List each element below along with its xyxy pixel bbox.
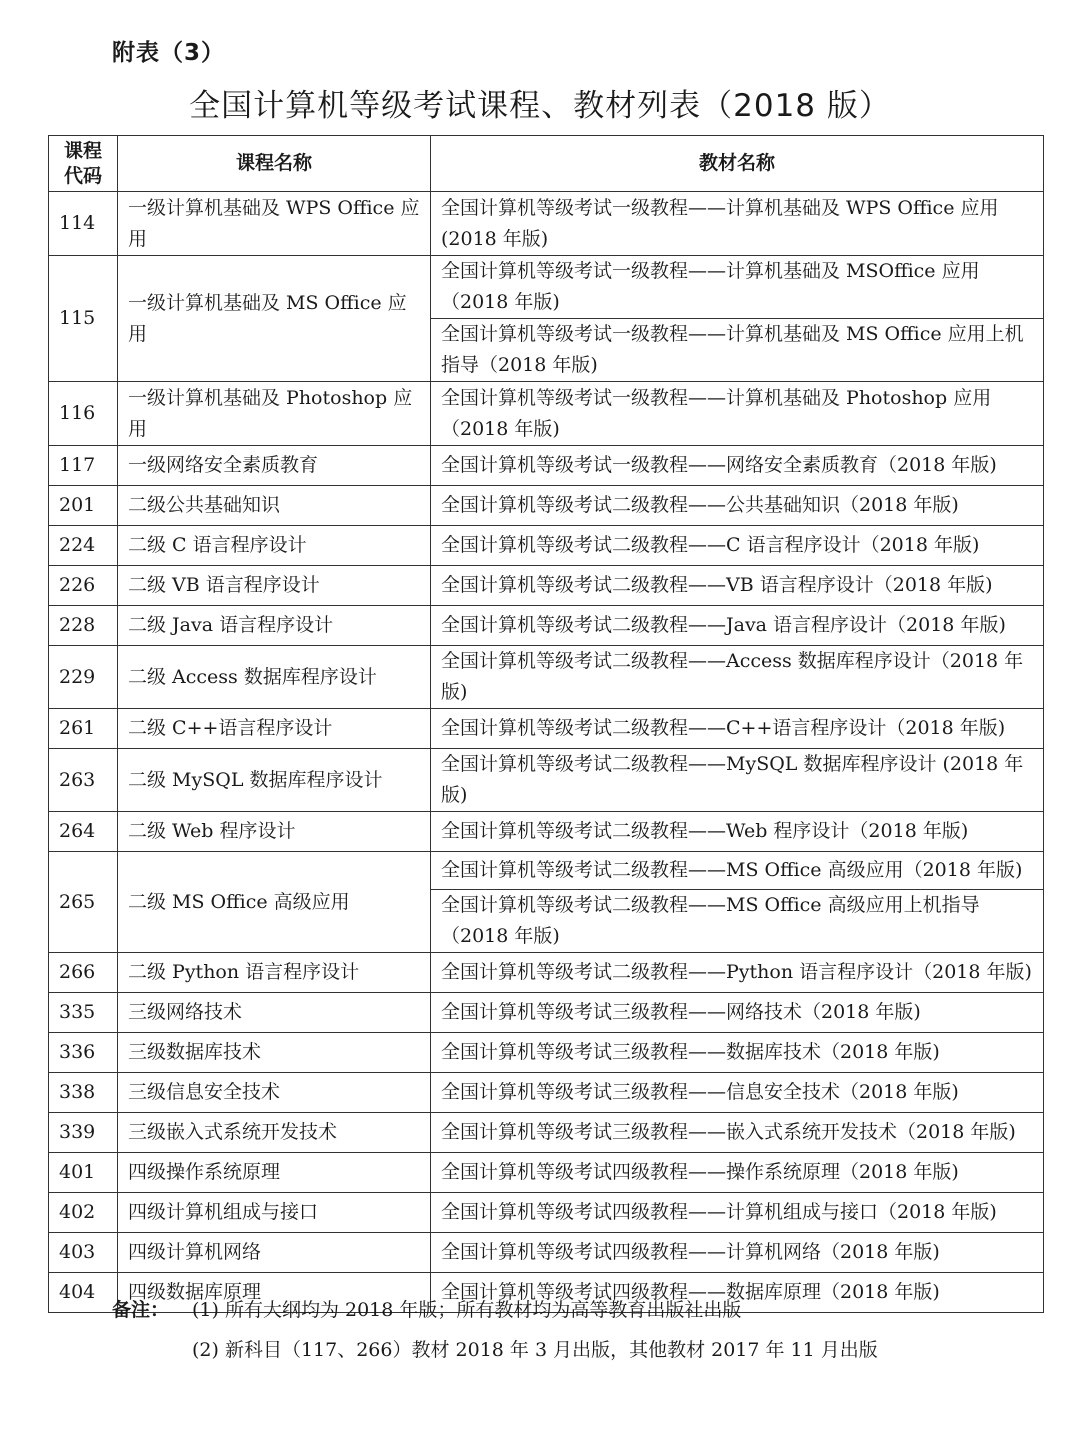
course-name-cell: 二级 Web 程序设计 (118, 812, 431, 852)
table-row (49, 446, 1044, 486)
course-code-cell: 335 (49, 993, 118, 1033)
notes-label: 备注： (112, 1299, 170, 1321)
table-row (49, 192, 1044, 256)
course-name-cell: 二级 Access 数据库程序设计 (118, 646, 431, 709)
table-row (49, 749, 1044, 812)
course-code-cell: 265 (49, 852, 118, 953)
table-row (49, 486, 1044, 526)
course-code-cell: 117 (49, 446, 118, 486)
course-code-cell: 116 (49, 382, 118, 446)
course-code-cell: 114 (49, 192, 118, 256)
course-name-cell: 一级计算机基础及 MS Office 应用 (118, 256, 431, 382)
textbook-name-cell: 全国计算机等级考试四级教程——计算机组成与接口（2018 年版) (431, 1193, 1044, 1233)
note-line-1 (112, 1290, 878, 1330)
textbook-name-cell: 全国计算机等级考试二级教程——MS Office 高级应用（2018 年版) (431, 852, 1044, 890)
textbook-name-cell: 全国计算机等级考试三级教程——网络技术（2018 年版) (431, 993, 1044, 1033)
note-item: (2) 新科目（117、266）教材 2018 年 3 月出版，其他教材 2017 年 11 月出版 (192, 1339, 878, 1361)
course-name-cell: 四级数据库原理 (118, 1273, 431, 1313)
table-row (49, 1073, 1044, 1113)
course-name-cell: 二级 MySQL 数据库程序设计 (118, 749, 431, 812)
textbook-name-cell: 全国计算机等级考试四级教程——操作系统原理（2018 年版) (431, 1153, 1044, 1193)
appendix-label: 附表（3） (112, 40, 226, 66)
course-name-cell: 三级数据库技术 (118, 1033, 431, 1073)
course-name-cell: 四级计算机网络 (118, 1233, 431, 1273)
course-name-cell: 三级嵌入式系统开发技术 (118, 1113, 431, 1153)
textbook-name-cell: 全国计算机等级考试二级教程——C 语言程序设计（2018 年版) (431, 526, 1044, 566)
textbook-name-cell: 全国计算机等级考试三级教程——数据库技术（2018 年版) (431, 1033, 1044, 1073)
table-row (49, 256, 1044, 319)
textbook-name-cell: 全国计算机等级考试二级教程——Python 语言程序设计（2018 年版) (431, 953, 1044, 993)
course-name-cell: 三级网络技术 (118, 993, 431, 1033)
textbook-name-cell: 全国计算机等级考试二级教程——Access 数据库程序设计（2018 年版) (431, 646, 1044, 709)
course-name-cell: 二级 C 语言程序设计 (118, 526, 431, 566)
table-row (49, 1033, 1044, 1073)
table-row (49, 812, 1044, 852)
course-code-cell: 336 (49, 1033, 118, 1073)
course-code-cell: 229 (49, 646, 118, 709)
course-name-cell: 二级 Java 语言程序设计 (118, 606, 431, 646)
course-code-cell: 404 (49, 1273, 118, 1313)
table-row (49, 382, 1044, 446)
note-item: (1) 所有大纲均为 2018 年版；所有教材均为高等教育出版社出版 (192, 1299, 742, 1321)
table-row (49, 993, 1044, 1033)
course-name-cell: 二级公共基础知识 (118, 486, 431, 526)
textbook-name-cell: 全国计算机等级考试二级教程——MS Office 高级应用上机指导（2018 年版) (431, 890, 1044, 953)
table-row (49, 1153, 1044, 1193)
textbook-name-cell: 全国计算机等级考试一级教程——网络安全素质教育（2018 年版) (431, 446, 1044, 486)
textbook-name-cell: 全国计算机等级考试二级教程——Web 程序设计（2018 年版) (431, 812, 1044, 852)
table-row (49, 566, 1044, 606)
course-code-cell: 263 (49, 749, 118, 812)
course-code-cell: 264 (49, 812, 118, 852)
textbook-name-cell: 全国计算机等级考试二级教程——MySQL 数据库程序设计 (2018 年版) (431, 749, 1044, 812)
notes-section (112, 1290, 878, 1370)
table-row (49, 646, 1044, 709)
course-textbook-table (48, 135, 1044, 1313)
course-code-cell: 401 (49, 1153, 118, 1193)
course-code-cell: 266 (49, 953, 118, 993)
textbook-name-cell: 全国计算机等级考试二级教程——公共基础知识（2018 年版) (431, 486, 1044, 526)
textbook-name-cell: 全国计算机等级考试四级教程——计算机网络（2018 年版) (431, 1233, 1044, 1273)
textbook-name-cell: 全国计算机等级考试三级教程——信息安全技术（2018 年版) (431, 1073, 1044, 1113)
textbook-name-cell: 全国计算机等级考试二级教程——C++语言程序设计（2018 年版) (431, 709, 1044, 749)
course-name-cell: 二级 Python 语言程序设计 (118, 953, 431, 993)
course-code-cell: 201 (49, 486, 118, 526)
textbook-name-cell: 全国计算机等级考试三级教程——嵌入式系统开发技术（2018 年版) (431, 1113, 1044, 1153)
header-course-name: 课程名称 (118, 136, 431, 192)
table-row (49, 1193, 1044, 1233)
course-name-cell: 四级计算机组成与接口 (118, 1193, 431, 1233)
table-row (49, 526, 1044, 566)
course-code-cell: 402 (49, 1193, 118, 1233)
textbook-name-cell: 全国计算机等级考试二级教程——Java 语言程序设计（2018 年版) (431, 606, 1044, 646)
course-code-cell: 261 (49, 709, 118, 749)
table-body (49, 192, 1044, 1313)
table-row (49, 953, 1044, 993)
course-name-cell: 二级 MS Office 高级应用 (118, 852, 431, 953)
table-row (49, 1233, 1044, 1273)
table-row (49, 1113, 1044, 1153)
table-header-row (49, 136, 1044, 192)
course-code-cell: 338 (49, 1073, 118, 1113)
table-row (49, 606, 1044, 646)
course-name-cell: 一级计算机基础及 WPS Office 应用 (118, 192, 431, 256)
course-code-cell: 226 (49, 566, 118, 606)
page-title: 全国计算机等级考试课程、教材列表（2018 版） (189, 88, 891, 124)
course-code-cell: 224 (49, 526, 118, 566)
course-name-cell: 四级操作系统原理 (118, 1153, 431, 1193)
header-course-code: 课程代码 (49, 136, 118, 192)
course-code-cell: 339 (49, 1113, 118, 1153)
course-name-cell: 一级网络安全素质教育 (118, 446, 431, 486)
course-name-cell: 一级计算机基础及 Photoshop 应用 (118, 382, 431, 446)
textbook-name-cell: 全国计算机等级考试一级教程——计算机基础及 Photoshop 应用（2018 年版) (431, 382, 1044, 446)
course-name-cell: 三级信息安全技术 (118, 1073, 431, 1113)
course-name-cell: 二级 C++语言程序设计 (118, 709, 431, 749)
course-code-cell: 115 (49, 256, 118, 382)
textbook-name-cell: 全国计算机等级考试四级教程——数据库原理（2018 年版) (431, 1273, 1044, 1313)
textbook-name-cell: 全国计算机等级考试一级教程——计算机基础及 MSOffice 应用（2018 年版) (431, 256, 1044, 319)
table-row (49, 852, 1044, 890)
textbook-name-cell: 全国计算机等级考试一级教程——计算机基础及 WPS Office 应用 (2018 年版) (431, 192, 1044, 256)
textbook-name-cell: 全国计算机等级考试二级教程——VB 语言程序设计（2018 年版) (431, 566, 1044, 606)
note-line-2 (112, 1330, 878, 1370)
course-code-cell: 228 (49, 606, 118, 646)
table-row (49, 709, 1044, 749)
course-name-cell: 二级 VB 语言程序设计 (118, 566, 431, 606)
course-code-cell: 403 (49, 1233, 118, 1273)
textbook-name-cell: 全国计算机等级考试一级教程——计算机基础及 MS Office 应用上机指导（2018 年版) (431, 319, 1044, 382)
header-textbook-name: 教材名称 (431, 136, 1044, 192)
